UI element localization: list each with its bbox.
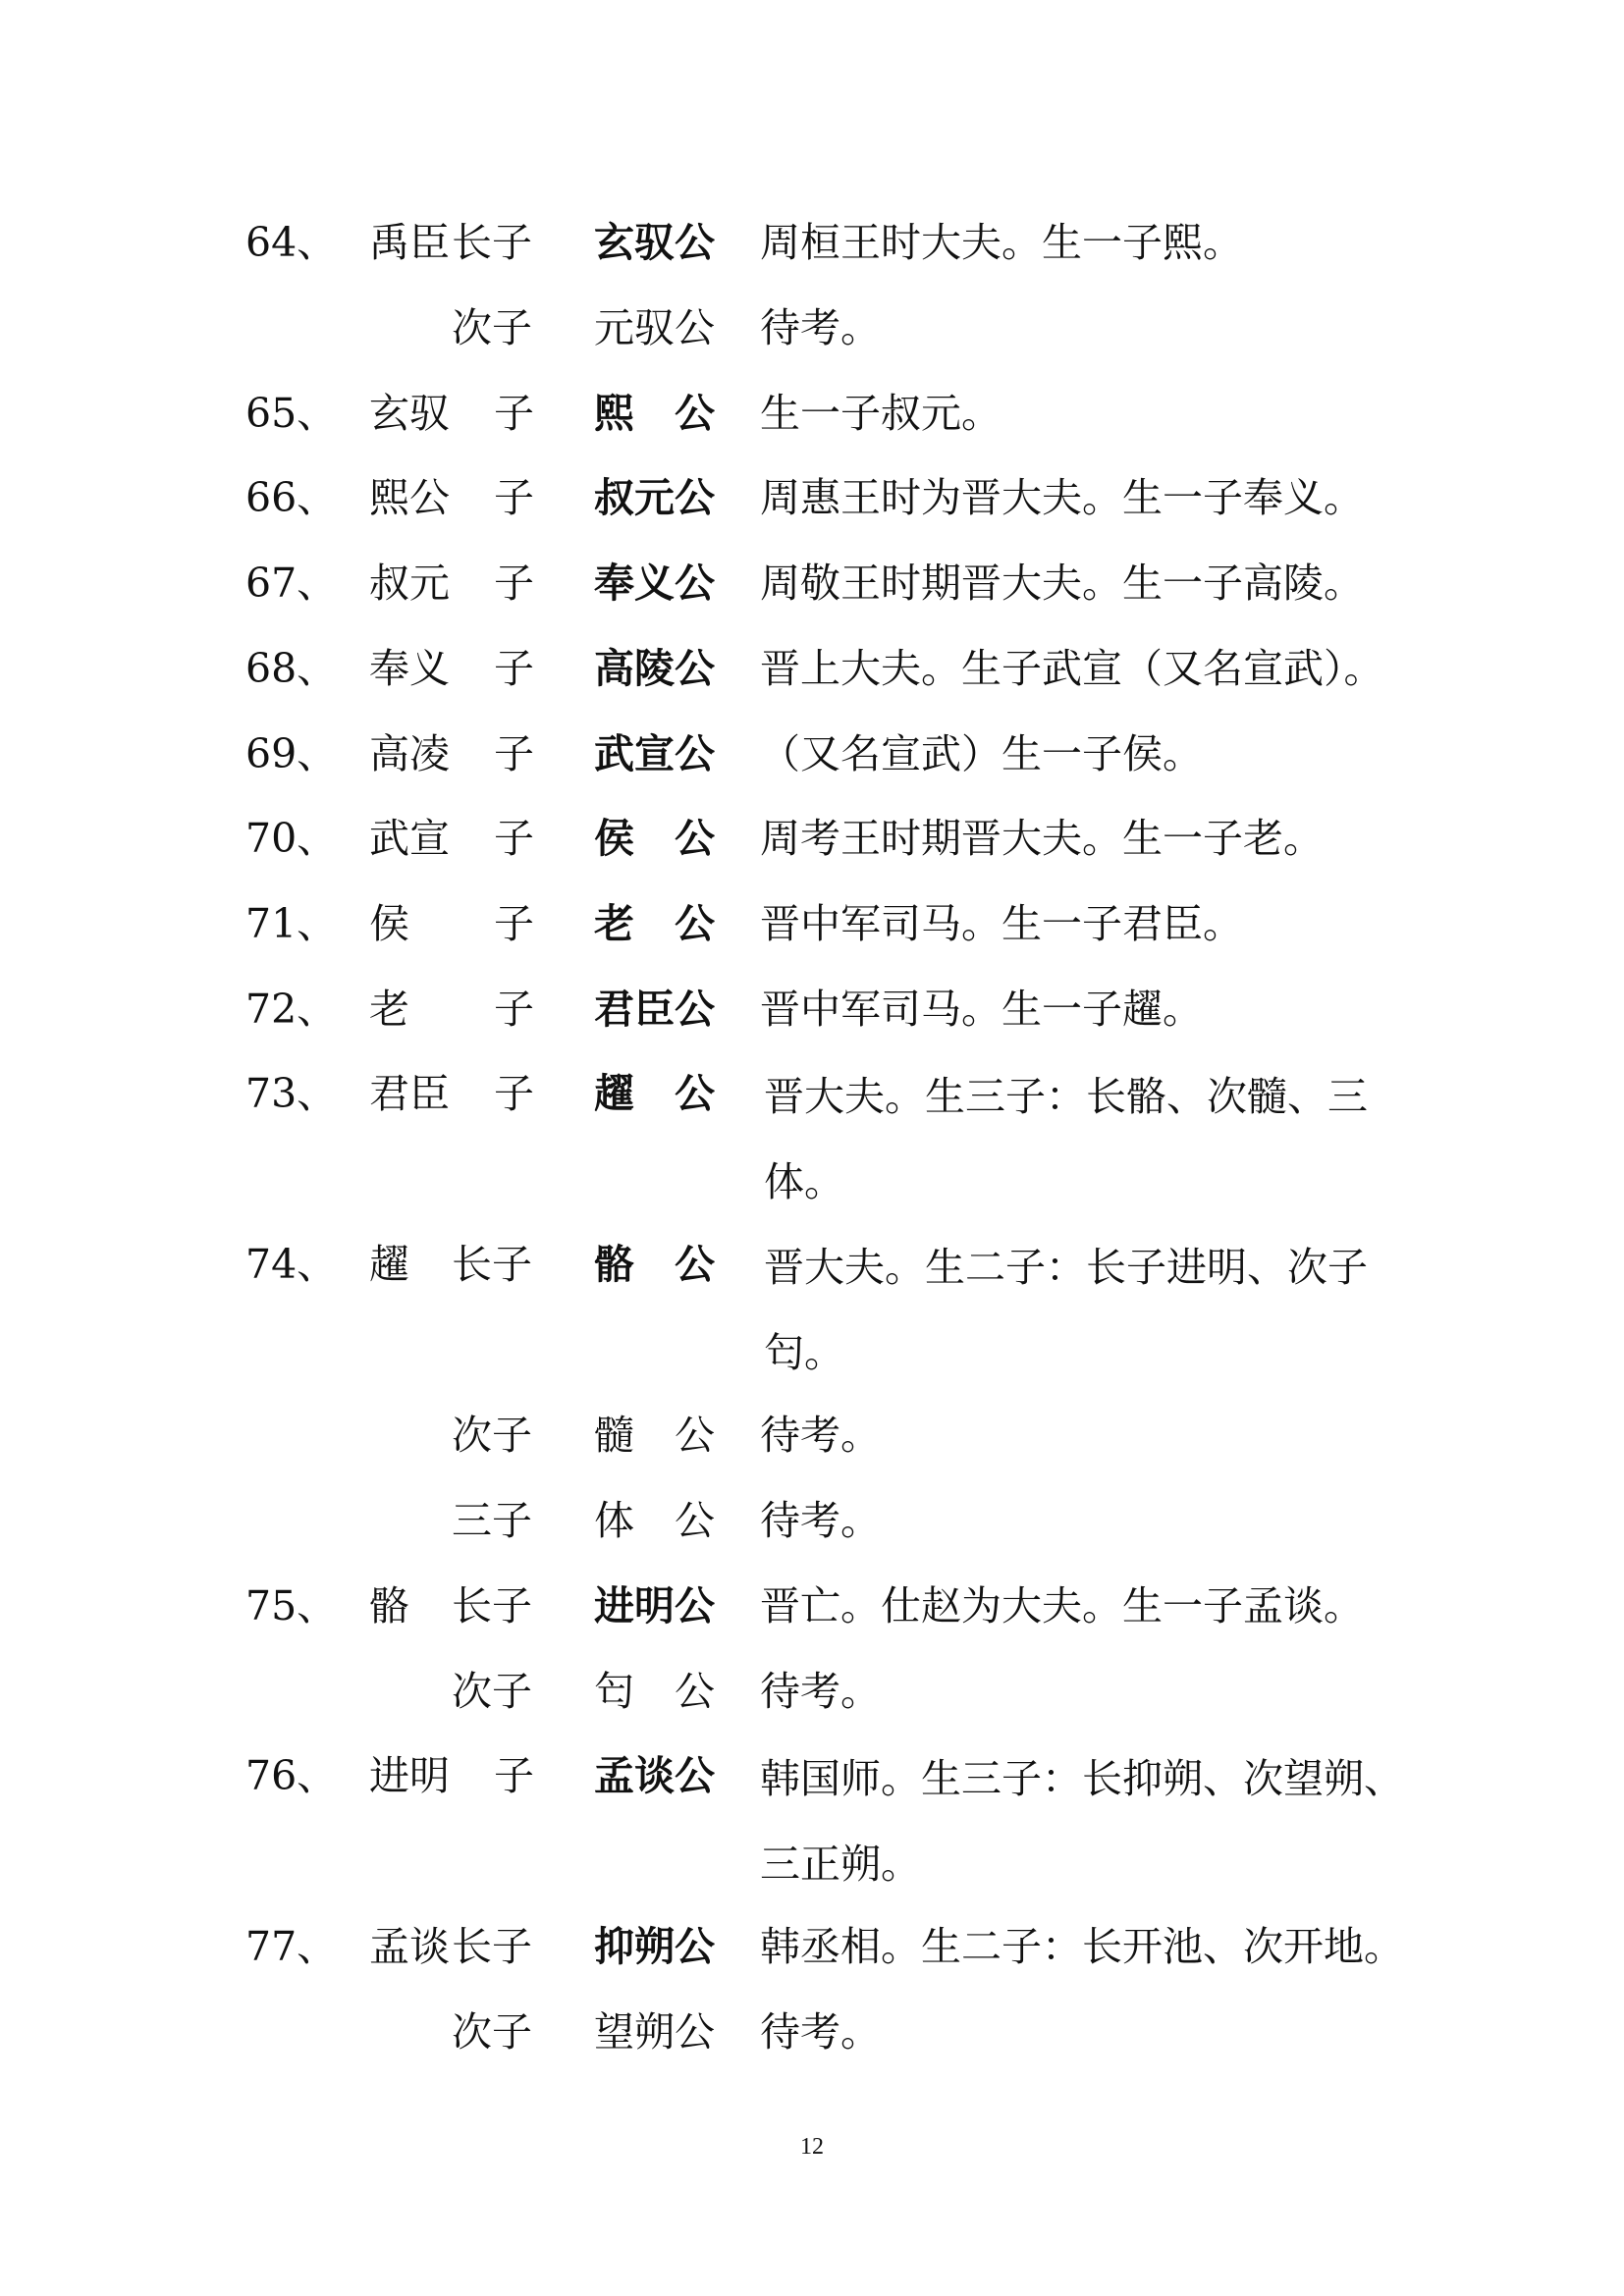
genealogy-entry (0, 544, 1624, 622)
entry-name: 匄 公 (594, 1668, 715, 1715)
entry-parent: 趯 (369, 1241, 409, 1288)
entry-relation: 长子 (452, 1923, 532, 1970)
entry-number: 77、 (245, 1923, 338, 1970)
entry-parent: 武宣 (369, 815, 450, 862)
entry-name: 望朔公 (594, 2008, 715, 2056)
entry-description: 周惠王时为晋大夫。生一子奉义。 (760, 474, 1364, 521)
entry-description: 周敬王时期晋大夫。生一子高陵。 (760, 560, 1364, 607)
genealogy-entry (0, 1225, 1624, 1392)
entry-description: 待考。 (760, 1412, 881, 1459)
entry-parent: 熙公 (369, 474, 450, 521)
entry-parent: 奉义 (369, 645, 450, 692)
entry-relation: 三子 (452, 1497, 532, 1544)
entry-relation: 次子 (452, 2008, 532, 2056)
entry-parent: 禹臣 (369, 219, 450, 266)
entry-parent: 高凌 (369, 730, 450, 777)
entry-description: 待考。 (760, 1497, 881, 1544)
entry-name: 君臣公 (594, 986, 715, 1033)
entry-name: 髓 公 (594, 1412, 715, 1459)
entry-relation: 长子 (452, 1582, 532, 1629)
entry-number: 69、 (245, 730, 338, 777)
entry-name: 武宣公 (594, 730, 715, 777)
entry-relation: 次子 (452, 1412, 532, 1459)
entry-number: 75、 (245, 1582, 338, 1629)
entry-description: （又名宣武）生一子侯。 (760, 730, 1203, 777)
genealogy-entry (0, 884, 1624, 963)
genealogy-entry (0, 203, 1624, 282)
entry-name: 骼 公 (594, 1241, 715, 1288)
entry-parent: 孟谈 (369, 1923, 450, 1970)
entry-relation: 子 (494, 645, 534, 692)
genealogy-entry (0, 1054, 1624, 1221)
entry-parent: 侯 (369, 900, 409, 947)
entry-description: 晋中军司马。生一子君臣。 (760, 900, 1243, 947)
entry-number: 76、 (245, 1752, 338, 1799)
entry-relation: 子 (494, 1070, 534, 1117)
entry-relation: 次子 (452, 304, 532, 351)
genealogy-entry (0, 629, 1624, 708)
entry-description: 待考。 (760, 1668, 881, 1715)
entry-name: 奉义公 (594, 560, 715, 607)
entry-name: 玄驭公 (594, 219, 715, 266)
entry-description: 晋大夫。生二子：长子进明、次子匄。 (764, 1244, 1368, 1376)
entry-description: 待考。 (760, 2008, 881, 2056)
entry-relation: 子 (494, 390, 534, 437)
entry-name: 熙 公 (594, 390, 715, 437)
entry-number: 72、 (245, 986, 338, 1033)
genealogy-entry (0, 289, 1624, 367)
entry-number: 68、 (245, 645, 338, 692)
entry-description: 待考。 (760, 304, 881, 351)
genealogy-entry (0, 1652, 1624, 1731)
entry-description: 韩国师。生三子：长抑朔、次望朔、三正朔。 (760, 1755, 1404, 1888)
entry-name: 高陵公 (594, 645, 715, 692)
genealogy-entry (0, 970, 1624, 1048)
entry-parent: 叔元 (369, 560, 450, 607)
genealogy-entry (0, 1907, 1624, 1986)
genealogy-entry (0, 1481, 1624, 1560)
genealogy-entry (0, 458, 1624, 537)
genealogy-entry (0, 1396, 1624, 1474)
genealogy-entry (0, 715, 1624, 793)
entry-description: 周考王时期晋大夫。生一子老。 (760, 815, 1324, 862)
genealogy-entry (0, 1993, 1624, 2071)
entry-name: 叔元公 (594, 474, 715, 521)
entry-relation: 子 (494, 1752, 534, 1799)
entry-relation: 子 (494, 900, 534, 947)
entry-number: 70、 (245, 815, 338, 862)
entry-number: 66、 (245, 474, 338, 521)
page-number: 12 (800, 2134, 824, 2160)
entry-relation: 子 (494, 815, 534, 862)
entry-description: 周桓王时大夫。生一子熙。 (760, 219, 1243, 266)
entry-name: 元驭公 (594, 304, 715, 351)
entry-relation: 子 (494, 560, 534, 607)
entry-parent: 玄驭 (369, 390, 450, 437)
entry-number: 64、 (245, 219, 338, 266)
entry-description: 晋大夫。生三子：长骼、次髓、三体。 (764, 1073, 1368, 1205)
entry-description: 晋亡。仕赵为大夫。生一子孟谈。 (760, 1582, 1364, 1629)
entry-number: 71、 (245, 900, 338, 947)
entry-description: 韩丞相。生二子：长开池、次开地。 (760, 1923, 1404, 1970)
entry-relation: 长子 (452, 1241, 532, 1288)
entry-name: 老 公 (594, 900, 715, 947)
entry-number: 73、 (245, 1070, 338, 1117)
genealogy-entry (0, 799, 1624, 878)
entry-relation: 子 (494, 474, 534, 521)
entry-number: 65、 (245, 390, 338, 437)
entry-relation: 子 (494, 986, 534, 1033)
entry-description: 晋中军司马。生一子趯。 (760, 986, 1203, 1033)
entry-name: 孟谈公 (594, 1752, 715, 1799)
entry-description: 生一子叔元。 (760, 390, 1001, 437)
entry-description: 晋上大夫。生子武宣（又名宣武）。 (760, 645, 1384, 692)
entry-relation: 子 (494, 730, 534, 777)
entry-parent: 骼 (369, 1582, 409, 1629)
genealogy-entry (0, 374, 1624, 453)
entry-name: 体 公 (594, 1497, 715, 1544)
entry-parent: 老 (369, 986, 409, 1033)
entry-name: 趯 公 (594, 1070, 715, 1117)
genealogy-entry (0, 1567, 1624, 1645)
entry-name: 进明公 (594, 1582, 715, 1629)
entry-number: 74、 (245, 1241, 338, 1288)
entry-parent: 进明 (369, 1752, 450, 1799)
entry-relation: 次子 (452, 1668, 532, 1715)
entry-number: 67、 (245, 560, 338, 607)
genealogy-entry (0, 1736, 1624, 1903)
entry-name: 侯 公 (594, 815, 715, 862)
entry-parent: 君臣 (369, 1070, 450, 1117)
entry-name: 抑朔公 (594, 1923, 715, 1970)
entry-relation: 长子 (452, 219, 532, 266)
